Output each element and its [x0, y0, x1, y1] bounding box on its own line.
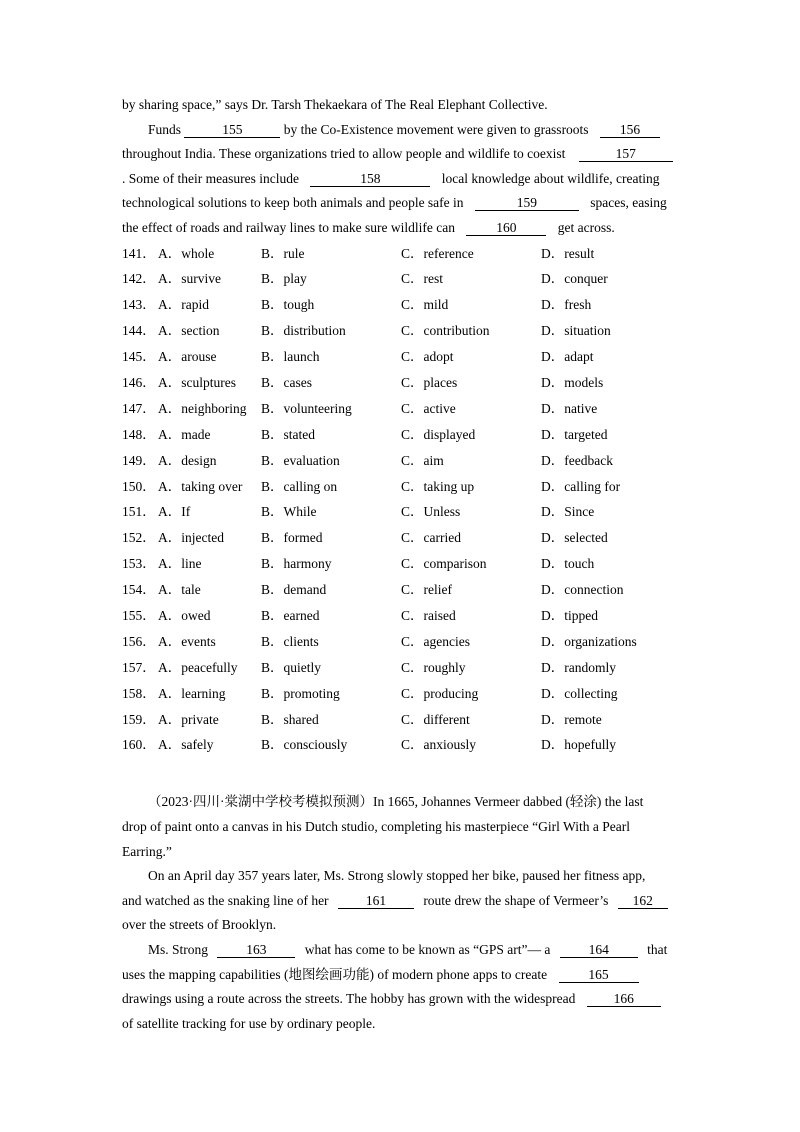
- blank-166[interactable]: 166: [587, 991, 661, 1007]
- option-b[interactable]: B．earned: [261, 608, 320, 624]
- option-a[interactable]: A．learning: [158, 685, 226, 701]
- question-number: 157．: [122, 659, 156, 675]
- option-c[interactable]: C．comparison: [401, 556, 487, 572]
- question-number: 149．: [122, 452, 156, 468]
- option-d[interactable]: D．connection: [541, 582, 624, 598]
- option-b[interactable]: B．harmony: [261, 556, 332, 572]
- text: that: [647, 941, 668, 957]
- option-a[interactable]: A．sculptures: [158, 375, 236, 391]
- option-b[interactable]: B．quietly: [261, 659, 321, 675]
- text: by sharing space,” says Dr. Tarsh Thekaekara of The Real Elephant Collective.: [122, 97, 548, 112]
- question-row: [122, 603, 680, 629]
- option-d[interactable]: D．feedback: [541, 452, 613, 468]
- question-row: [122, 551, 680, 577]
- question-row: [122, 318, 680, 344]
- option-d[interactable]: D．conquer: [541, 271, 608, 287]
- question-number: 159．: [122, 711, 156, 727]
- text: drop of paint onto a canvas in his Dutch studio, completing his masterpiece “Girl With a Pearl: [122, 818, 630, 834]
- option-a[interactable]: A．If: [158, 504, 191, 520]
- option-c[interactable]: C．producing: [401, 685, 479, 701]
- text: over the streets of Brooklyn.: [122, 917, 277, 933]
- option-d[interactable]: D．Since: [541, 504, 595, 520]
- question-number: 155．: [122, 608, 156, 624]
- question-number: 145．: [122, 349, 156, 365]
- option-a[interactable]: A．arouse: [158, 349, 217, 365]
- option-a[interactable]: A．neighboring: [158, 400, 247, 416]
- text: and watched as the snaking line of her: [122, 892, 329, 908]
- text: technological solutions to keep both animals and people safe in: [122, 195, 464, 211]
- question-number: 150．: [122, 478, 156, 494]
- option-d[interactable]: D．situation: [541, 323, 611, 339]
- option-b[interactable]: B．play: [261, 271, 307, 287]
- option-c[interactable]: C．active: [401, 400, 456, 416]
- question-number: 151．: [122, 504, 156, 520]
- question-row: [122, 422, 680, 448]
- option-b[interactable]: B．launch: [261, 349, 320, 365]
- text: spaces, easing: [590, 195, 667, 211]
- passage-line: [122, 191, 680, 216]
- text: Earring.”: [122, 843, 172, 859]
- question-number: 142．: [122, 271, 156, 287]
- question-number: 153．: [122, 556, 156, 572]
- blank-163[interactable]: 163: [217, 942, 295, 958]
- passage-line: [122, 889, 680, 914]
- option-b[interactable]: B．promoting: [261, 685, 340, 701]
- text: the effect of roads and railway lines to make sure wildlife can: [122, 219, 455, 235]
- blank-155[interactable]: 155: [184, 122, 280, 138]
- option-c[interactable]: C．Unless: [401, 504, 461, 520]
- option-a[interactable]: A．section: [158, 323, 220, 339]
- question-number: 141．: [122, 245, 156, 261]
- passage-1: [122, 93, 680, 241]
- option-a[interactable]: A．rapid: [158, 297, 209, 313]
- text: . Some of their measures include: [122, 170, 299, 186]
- passage-line: [122, 815, 680, 840]
- passage-line: [122, 864, 680, 889]
- blank-159[interactable]: 159: [475, 195, 579, 211]
- option-d[interactable]: D．organizations: [541, 633, 637, 649]
- option-d[interactable]: D．hopefully: [541, 737, 616, 753]
- passage-line: [122, 216, 680, 241]
- passage-line: [122, 1012, 680, 1037]
- option-b[interactable]: B．tough: [261, 297, 315, 313]
- option-c[interactable]: C．agencies: [401, 633, 470, 649]
- text: route drew the shape of Vermeer’s: [423, 892, 609, 908]
- question-number: 147．: [122, 400, 156, 416]
- option-a[interactable]: A．events: [158, 633, 216, 649]
- passage-line: [122, 938, 680, 963]
- passage-line: [122, 142, 680, 167]
- text: get across.: [557, 219, 615, 235]
- option-b[interactable]: B．evaluation: [261, 452, 340, 468]
- option-c[interactable]: C．places: [401, 375, 458, 391]
- text: of satellite tracking for use by ordinary people.: [122, 1015, 376, 1031]
- option-c[interactable]: C．relief: [401, 582, 452, 598]
- question-number: 148．: [122, 426, 156, 442]
- option-c[interactable]: C．anxiously: [401, 737, 477, 753]
- question-row: [122, 707, 680, 733]
- question-number: 154．: [122, 582, 156, 598]
- blank-156[interactable]: 156: [600, 122, 660, 138]
- option-a[interactable]: A．owed: [158, 608, 211, 624]
- option-d[interactable]: D．collecting: [541, 685, 618, 701]
- option-a[interactable]: A．whole: [158, 245, 215, 261]
- option-c[interactable]: C．contribution: [401, 323, 490, 339]
- blank-160[interactable]: 160: [466, 220, 546, 236]
- option-a[interactable]: A．taking over: [158, 478, 243, 494]
- option-b[interactable]: B．calling on: [261, 478, 338, 494]
- option-a[interactable]: A．private: [158, 711, 219, 727]
- option-d[interactable]: D．adapt: [541, 349, 594, 365]
- text: by the Co-Existence movement were given to grassroots: [283, 121, 589, 137]
- question-row: [122, 525, 680, 551]
- option-d[interactable]: D．remote: [541, 711, 602, 727]
- option-a[interactable]: A．survive: [158, 271, 221, 287]
- option-c[interactable]: C．rest: [401, 271, 443, 287]
- text: what has come to be known as “GPS art”— a: [304, 941, 551, 957]
- option-b[interactable]: B．cases: [261, 375, 312, 391]
- option-d[interactable]: D．fresh: [541, 297, 592, 313]
- option-d[interactable]: D．tipped: [541, 608, 598, 624]
- question-row: [122, 396, 680, 422]
- blank-161[interactable]: 161: [338, 893, 414, 909]
- question-row: [122, 629, 680, 655]
- text: Ms. Strong: [148, 941, 209, 957]
- option-c[interactable]: C．taking up: [401, 478, 475, 494]
- option-b[interactable]: B．clients: [261, 633, 319, 649]
- blank-157[interactable]: 157: [579, 146, 673, 162]
- blank-162[interactable]: 162: [618, 893, 668, 909]
- question-number: 146．: [122, 375, 156, 391]
- passage-2: [122, 790, 680, 1036]
- question-number: 143．: [122, 297, 156, 313]
- passage-line: [122, 963, 680, 988]
- option-d[interactable]: D．models: [541, 375, 604, 391]
- option-b[interactable]: B．consciously: [261, 737, 348, 753]
- blank-158[interactable]: 158: [310, 171, 430, 187]
- option-a[interactable]: A．tale: [158, 582, 201, 598]
- question-number: 160．: [122, 737, 156, 753]
- question-row: [122, 681, 680, 707]
- option-b[interactable]: B．volunteering: [261, 400, 352, 416]
- option-d[interactable]: D．touch: [541, 556, 595, 572]
- option-a[interactable]: A．peacefully: [158, 659, 238, 675]
- question-row: [122, 448, 680, 474]
- question-number: 152．: [122, 530, 156, 546]
- option-c[interactable]: C．adopt: [401, 349, 454, 365]
- question-row: [122, 370, 680, 396]
- option-d[interactable]: D．selected: [541, 530, 608, 546]
- text: throughout India. These organizations tried to allow people and wildlife to coexist: [122, 146, 566, 162]
- option-d[interactable]: D．native: [541, 400, 598, 416]
- passage-line: [122, 118, 680, 143]
- option-c[interactable]: C．displayed: [401, 426, 476, 442]
- question-row: [122, 292, 680, 318]
- option-a[interactable]: A．line: [158, 556, 202, 572]
- option-c[interactable]: C．carried: [401, 530, 461, 546]
- blank-165[interactable]: 165: [559, 967, 639, 983]
- question-row: [122, 577, 680, 603]
- text: uses the mapping capabilities (地图绘画功能) of modern phone apps to create: [122, 966, 548, 982]
- question-number: 158．: [122, 685, 156, 701]
- question-row: [122, 499, 680, 525]
- option-c[interactable]: C．mild: [401, 297, 449, 313]
- text: On an April day 357 years later, Ms. Strong slowly stopped her bike, paused her fitness app,: [148, 868, 646, 884]
- option-a[interactable]: A．design: [158, 452, 217, 468]
- option-b[interactable]: B．stated: [261, 426, 315, 442]
- option-c[interactable]: C．raised: [401, 608, 456, 624]
- document-page: [122, 93, 680, 1036]
- passage-line: [122, 913, 680, 938]
- passage-line: [122, 167, 680, 192]
- passage-line: [122, 93, 680, 118]
- text: Funds: [148, 121, 182, 137]
- text: local knowledge about wildlife, creating: [441, 170, 660, 186]
- passage-line: [122, 840, 680, 865]
- text: （2023·四川·棠湖中学校考模拟预测）In 1665, Johannes Vermeer dabbed (轻涂) the last: [148, 794, 644, 810]
- text: drawings using a route across the streets. The hobby has grown with the widespread: [122, 991, 576, 1007]
- option-d[interactable]: D．calling for: [541, 478, 621, 494]
- blank-164[interactable]: 164: [560, 942, 638, 958]
- option-a[interactable]: A．made: [158, 426, 211, 442]
- question-row: [122, 655, 680, 681]
- passage-line: [122, 790, 680, 815]
- option-c[interactable]: C．aim: [401, 452, 444, 468]
- option-d[interactable]: D．result: [541, 245, 595, 261]
- option-b[interactable]: B．demand: [261, 582, 327, 598]
- option-c[interactable]: C．reference: [401, 245, 474, 261]
- option-c[interactable]: C．different: [401, 711, 470, 727]
- question-row: [122, 241, 680, 267]
- option-b[interactable]: B．formed: [261, 530, 323, 546]
- option-c[interactable]: C．roughly: [401, 659, 466, 675]
- option-a[interactable]: A．injected: [158, 530, 224, 546]
- question-row: [122, 266, 680, 292]
- option-a[interactable]: A．safely: [158, 737, 214, 753]
- option-b[interactable]: B．distribution: [261, 323, 346, 339]
- options-list: [122, 241, 680, 759]
- option-d[interactable]: D．targeted: [541, 426, 608, 442]
- option-b[interactable]: B．rule: [261, 245, 305, 261]
- question-row: [122, 474, 680, 500]
- question-row: [122, 732, 680, 758]
- question-number: 156．: [122, 633, 156, 649]
- question-row: [122, 344, 680, 370]
- option-b[interactable]: B．While: [261, 504, 317, 520]
- option-d[interactable]: D．randomly: [541, 659, 616, 675]
- option-b[interactable]: B．shared: [261, 711, 319, 727]
- passage-line: [122, 987, 680, 1012]
- question-number: 144．: [122, 323, 156, 339]
